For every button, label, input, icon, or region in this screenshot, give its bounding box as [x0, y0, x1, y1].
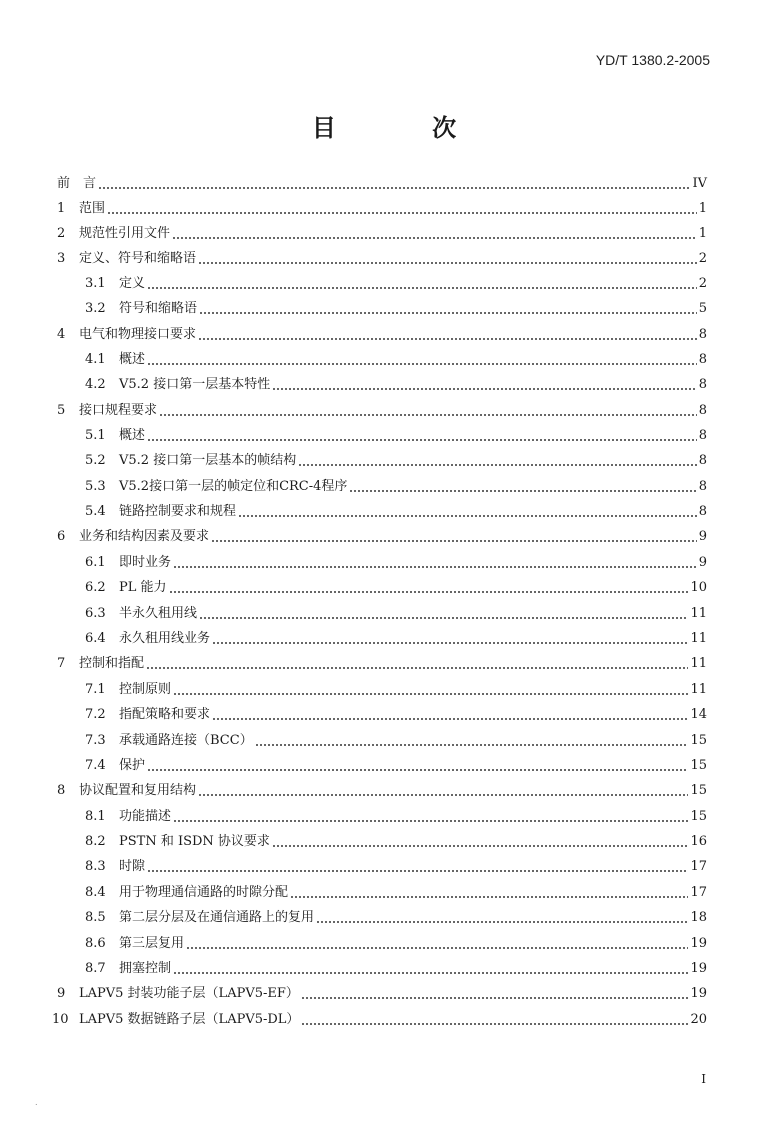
toc-entry[interactable] — [85, 576, 707, 596]
dot-leader — [290, 896, 688, 898]
toc-entry-page: 15 — [690, 783, 707, 798]
toc-entry[interactable] — [85, 500, 707, 520]
toc-entry-label: 第三层复用 — [119, 936, 185, 951]
toc-entry-page: 8 — [698, 327, 707, 342]
dot-leader — [198, 338, 697, 340]
dot-leader — [173, 972, 688, 974]
dot-leader — [159, 414, 697, 416]
toc-entry-number: 5.3 — [85, 479, 106, 494]
toc-entry[interactable] — [52, 1008, 707, 1028]
toc-entry[interactable] — [85, 678, 707, 698]
toc-entry-number: 4.1 — [85, 352, 106, 367]
toc-entry-page: 11 — [690, 606, 707, 621]
dot-leader — [147, 287, 697, 289]
toc-entry-label: 定义、符号和缩略语 — [79, 251, 197, 266]
toc-entry-page: 8 — [698, 428, 707, 443]
toc-entry[interactable] — [57, 222, 707, 242]
dot-leader — [272, 845, 689, 847]
toc-entry-label: 功能描述 — [119, 809, 172, 824]
toc-entry-label: 定义 — [119, 276, 146, 291]
dot-leader — [316, 921, 688, 923]
document-id: YD/T 1380.2-2005 — [595, 52, 710, 68]
toc-entry-number: 7.1 — [85, 682, 106, 697]
toc-entry-label: 用于物理通信通路的时隙分配 — [119, 885, 289, 900]
toc-entry-number: 8.7 — [85, 961, 106, 976]
toc-entry-page: 9 — [698, 529, 707, 544]
toc-entry-number: 1 — [57, 201, 66, 216]
toc-entry-page: 1 — [698, 226, 707, 241]
toc-entry-label: 永久租用线业务 — [119, 631, 211, 646]
toc-entry-number: 6.2 — [85, 580, 106, 595]
toc-entry-label: 规范性引用文件 — [79, 226, 171, 241]
dot-leader — [173, 566, 697, 568]
toc-entry[interactable] — [85, 551, 707, 571]
toc-entry[interactable] — [57, 982, 707, 1002]
toc-entry[interactable] — [85, 297, 707, 317]
dot-leader — [169, 591, 689, 593]
dot-leader — [211, 540, 697, 542]
dot-leader — [172, 237, 697, 239]
toc-entry-number: 8.5 — [85, 910, 106, 925]
toc-entry[interactable] — [85, 272, 707, 292]
toc-entry-page: 8 — [698, 504, 707, 519]
toc-entry-page: 16 — [690, 834, 707, 849]
toc-entry-page: 8 — [698, 377, 707, 392]
page-title: 目 次 — [311, 114, 501, 142]
toc-entry-number: 6.3 — [85, 606, 106, 621]
toc-entry[interactable] — [85, 348, 707, 368]
toc-entry[interactable] — [57, 197, 707, 217]
toc-entry-page: 15 — [690, 733, 707, 748]
dot-leader — [212, 718, 688, 720]
dot-leader — [98, 187, 690, 189]
toc-entry-number: 4 — [57, 327, 66, 342]
toc-entry[interactable] — [85, 855, 707, 875]
toc-entry-page: 10 — [690, 580, 707, 595]
toc-entry-label: PL 能力 — [119, 580, 167, 595]
toc-entry-page: 8 — [698, 403, 707, 418]
toc-entry-number: 8.2 — [85, 834, 106, 849]
toc-entry-page: 5 — [698, 301, 707, 316]
toc-entry-label: 概述 — [119, 428, 146, 443]
toc-entry[interactable] — [85, 602, 707, 622]
toc-entry[interactable] — [85, 627, 707, 647]
dot-leader — [301, 997, 689, 999]
toc-entry[interactable] — [85, 881, 707, 901]
toc-entry[interactable] — [57, 652, 707, 672]
toc-entry-number: 5.2 — [85, 453, 106, 468]
toc-entry[interactable] — [85, 475, 707, 495]
toc-entry-label: 半永久租用线 — [119, 606, 198, 621]
toc-entry-number: 6.4 — [85, 631, 106, 646]
toc-entry-number: 5.1 — [85, 428, 106, 443]
toc-entry-page: 2 — [698, 251, 707, 266]
toc-entry-page: 19 — [690, 961, 707, 976]
toc-entry[interactable] — [57, 779, 707, 799]
toc-entry-page: 18 — [690, 910, 707, 925]
toc-entry[interactable] — [57, 323, 707, 343]
toc-entry-page: 20 — [690, 1012, 707, 1027]
toc-entry-page: 8 — [698, 479, 707, 494]
toc-entry-number: 7.4 — [85, 758, 106, 773]
toc-entry-number: 8.1 — [85, 809, 106, 824]
toc-entry[interactable] — [85, 729, 707, 749]
toc-entry-label: 控制原则 — [119, 682, 172, 697]
dot-leader — [147, 363, 697, 365]
dot-leader — [146, 667, 688, 669]
toc-entry-page: 17 — [690, 885, 707, 900]
toc-entry-label: LAPV5 数据链路子层（LAPV5-DL） — [79, 1012, 300, 1027]
toc-entry[interactable] — [57, 399, 707, 419]
toc-entry-label: 时隙 — [119, 859, 146, 874]
toc-entry-number: 8.4 — [85, 885, 106, 900]
toc-entry-label: 控制和指配 — [79, 656, 145, 671]
toc-entry-label: 承载通路连接（BCC） — [119, 733, 253, 748]
dot-leader — [147, 870, 688, 872]
toc-entry[interactable] — [85, 754, 707, 774]
toc-entry-page: 14 — [690, 707, 707, 722]
dot-leader — [107, 212, 697, 214]
toc-entry-label: 前 言 — [57, 176, 97, 191]
toc-entry-page: IV — [692, 176, 707, 191]
toc-entry-label: 第二层分层及在通信通路上的复用 — [119, 910, 315, 925]
toc-entry-number: 8.3 — [85, 859, 106, 874]
dot-leader — [255, 744, 689, 746]
dot-leader — [198, 262, 697, 264]
dot-leader — [173, 693, 688, 695]
toc-entry-number: 3 — [57, 251, 66, 266]
toc-entry-label: V5.2接口第一层的帧定位和CRC-4程序 — [119, 479, 348, 494]
dot-leader — [238, 515, 697, 517]
toc-entry-page: 11 — [690, 682, 707, 697]
toc-entry-page: 17 — [690, 859, 707, 874]
toc-entry-label: V5.2 接口第一层基本的帧结构 — [119, 453, 297, 468]
toc-entry-label: LAPV5 封装功能子层（LAPV5-EF） — [79, 986, 299, 1001]
toc-entry-number: 5.4 — [85, 504, 106, 519]
dot-leader — [186, 947, 688, 949]
dot-leader — [147, 439, 697, 441]
toc-entry-number: 5 — [57, 403, 66, 418]
dot-leader — [212, 642, 688, 644]
toc-entry-number: 8 — [57, 783, 66, 798]
toc-entry-label: PSTN 和 ISDN 协议要求 — [119, 834, 270, 849]
toc-entry-label: 业务和结构因素及要求 — [79, 529, 210, 544]
dot-leader — [147, 769, 688, 771]
toc-entry-number: 4.2 — [85, 377, 106, 392]
toc-entry-page: 2 — [698, 276, 707, 291]
toc-entry-label: 接口规程要求 — [79, 403, 158, 418]
toc-entry-number: 6 — [57, 529, 66, 544]
toc-entry[interactable] — [85, 373, 707, 393]
toc-entry-number: 10 — [52, 1012, 69, 1027]
toc-entry-label: V5.2 接口第一层基本特性 — [119, 377, 271, 392]
toc-entry-page: 19 — [690, 986, 707, 1001]
scan-artifact: . — [35, 1098, 38, 1107]
dot-leader — [199, 617, 688, 619]
toc-entry-label: 电气和物理接口要求 — [79, 327, 197, 342]
dot-leader — [298, 464, 697, 466]
toc-entry-number: 7.2 — [85, 707, 106, 722]
toc-entry[interactable] — [85, 957, 707, 977]
toc-entry[interactable] — [85, 805, 707, 825]
toc-entry[interactable] — [57, 247, 707, 267]
toc-entry[interactable] — [85, 449, 707, 469]
toc-entry-number: 6.1 — [85, 555, 106, 570]
toc-entry-page: 8 — [698, 453, 707, 468]
toc-entry-label: 范围 — [79, 201, 106, 216]
toc-entry[interactable] — [57, 525, 707, 545]
toc-entry-page: 15 — [690, 758, 707, 773]
toc-entry[interactable] — [85, 932, 707, 952]
toc-entry[interactable] — [85, 830, 707, 850]
toc-entry-page: 11 — [690, 631, 707, 646]
toc-entry-page: 1 — [698, 201, 707, 216]
dot-leader — [272, 388, 697, 390]
toc-entry-label: 协议配置和复用结构 — [79, 783, 197, 798]
toc-entry-page: 11 — [690, 656, 707, 671]
toc-entry-label: 保护 — [119, 758, 146, 773]
toc-entry-number: 8.6 — [85, 936, 106, 951]
dot-leader — [301, 1023, 688, 1025]
toc-entry-number: 9 — [57, 986, 66, 1001]
toc-entry-label: 拥塞控制 — [119, 961, 172, 976]
dot-leader — [198, 794, 688, 796]
toc-entry-label: 符号和缩略语 — [119, 301, 198, 316]
toc-entry-label: 即时业务 — [119, 555, 172, 570]
toc-entry-label: 链路控制要求和规程 — [119, 504, 237, 519]
toc-entry-page: 19 — [690, 936, 707, 951]
toc-entry[interactable] — [57, 172, 707, 192]
toc-entry-page: 15 — [690, 809, 707, 824]
toc-entry[interactable] — [85, 906, 707, 926]
dot-leader — [349, 490, 696, 492]
toc-entry[interactable] — [85, 424, 707, 444]
toc-entry-number: 3.1 — [85, 276, 106, 291]
toc-entry-number: 7.3 — [85, 733, 106, 748]
dot-leader — [173, 820, 688, 822]
dot-leader — [199, 312, 697, 314]
toc-entry-page: 9 — [698, 555, 707, 570]
toc-entry-label: 概述 — [119, 352, 146, 367]
toc-entry-page: 8 — [698, 352, 707, 367]
toc-entry-number: 3.2 — [85, 301, 106, 316]
toc-entry[interactable] — [85, 703, 707, 723]
toc-entry-label: 指配策略和要求 — [119, 707, 211, 722]
toc-entry-number: 7 — [57, 656, 66, 671]
page-number: I — [701, 1072, 706, 1086]
toc-entry-number: 2 — [57, 226, 66, 241]
